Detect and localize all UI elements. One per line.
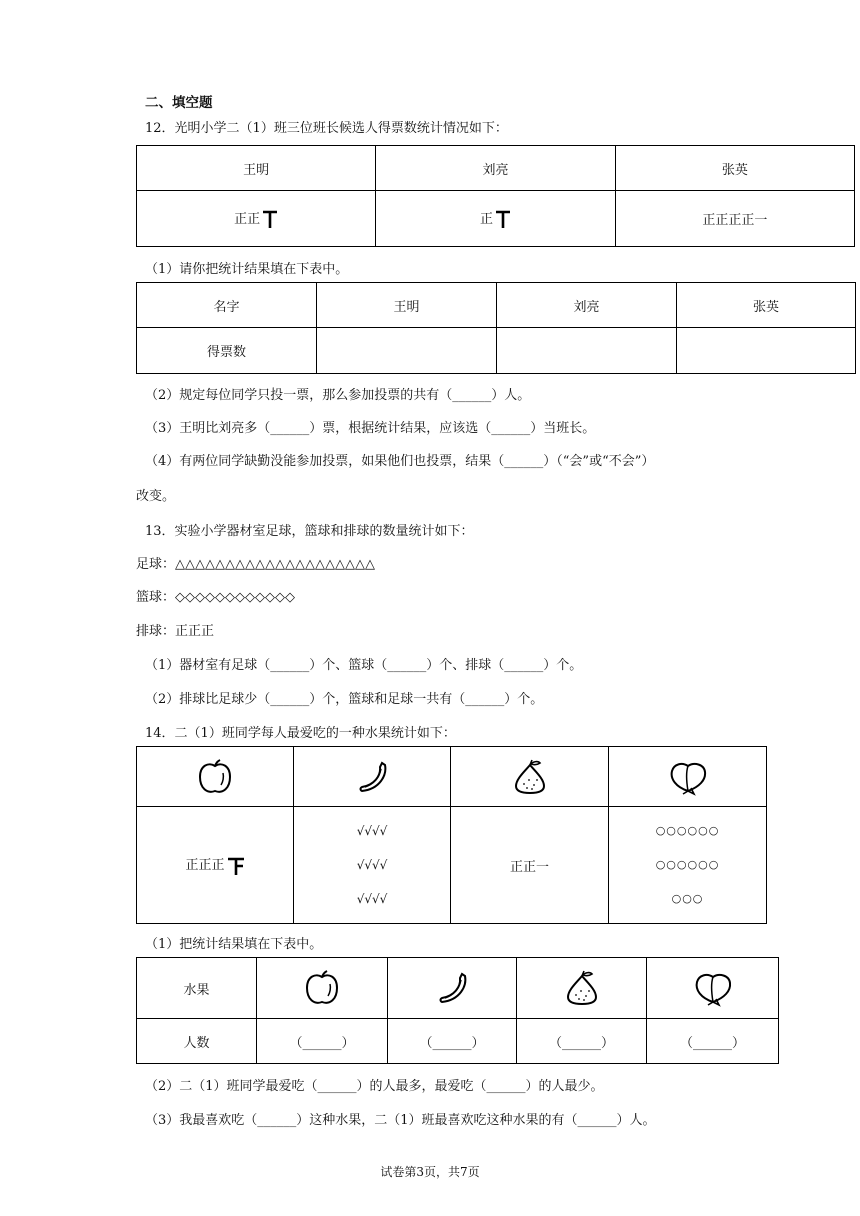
tally-cell [376, 191, 615, 247]
q13-stem: 13．实验小学器材室足球，篮球和排球的数量统计如下： [145, 524, 474, 539]
tally-text: 正 [479, 211, 493, 227]
answer-cell[interactable] [317, 328, 497, 374]
q12-sub2: （2）规定每位同学只投一票，那么参加投票的共有（______）人。 [145, 388, 531, 403]
page-footer: 试卷第3页，共7页 [380, 1165, 480, 1179]
checks-row: √√√√ [356, 892, 388, 906]
tally-cell-apple [137, 807, 294, 924]
answer-blank[interactable]: （______） [517, 1019, 647, 1064]
row-label: 人数 [137, 1019, 257, 1064]
header-cell: 张英 [677, 283, 856, 328]
answer-blank[interactable]: （______） [647, 1019, 779, 1064]
q13-football: 足球：△△△△△△△△△△△△△△△△△△△△ [136, 557, 375, 572]
fruit-cell-banana [294, 747, 451, 807]
q13-sub2: （2）排球比足球少（______）个，篮球和足球一共有（______）个。 [145, 692, 544, 707]
row-label: 水果 [137, 958, 257, 1019]
checks-cell-banana [294, 807, 451, 924]
q12-tally-table [136, 145, 855, 247]
tally-cell-pear: 正正一 [451, 807, 609, 924]
answer-cell[interactable] [497, 328, 677, 374]
tally-partial-icon [495, 209, 511, 229]
answer-blank[interactable]: （______） [257, 1019, 388, 1064]
apple-icon [195, 757, 235, 797]
q13-sub1: （1）器材室有足球（______）个、篮球（______）个、排球（______）个。 [145, 658, 583, 673]
q13-volleyball: 排球：正正正 [136, 624, 215, 639]
apple-icon [302, 968, 342, 1008]
fruit-cell-apple [257, 958, 388, 1019]
q12-stem: 12．光明小学二（1）班三位班长候选人得票数统计情况如下： [145, 121, 508, 136]
fruit-cell-pear [451, 747, 609, 807]
tally-partial-icon [262, 209, 278, 229]
q14-tally-table [136, 746, 767, 924]
fruit-cell-peach [609, 747, 767, 807]
name-cell: 张英 [615, 146, 854, 191]
row-label: 得票数 [137, 328, 317, 374]
checks-row: √√√√ [356, 858, 388, 872]
header-cell: 刘亮 [497, 283, 677, 328]
pear-icon [562, 968, 602, 1008]
q12-result-table [136, 282, 856, 374]
tally-cell: 正正正正一 [615, 191, 854, 247]
q14-sub1: （1）把统计结果填在下表中。 [145, 937, 323, 952]
header-cell: 王明 [317, 283, 497, 328]
circles-cell-peach [609, 807, 767, 924]
section-title: 二、填空题 [145, 95, 213, 111]
checks-row: √√√√ [356, 824, 388, 838]
fruit-cell-peach [647, 958, 779, 1019]
tally-text: 正正 [234, 211, 261, 227]
peach-icon [691, 968, 735, 1008]
circles-row: ○○○○○○ [655, 824, 720, 837]
q12-sub4-line2: 改变。 [136, 489, 176, 504]
q14-sub2: （2）二（1）班同学最爱吃（______）的人最多，最爱吃（______）的人最少。 [145, 1079, 604, 1094]
answer-blank[interactable]: （______） [388, 1019, 517, 1064]
q14-sub3: （3）我最喜欢吃（______）这种水果，二（1）班最喜欢吃这种水果的有（______）人。 [145, 1113, 656, 1128]
tally-text: 正正正 [185, 858, 225, 874]
q13-basketball: 篮球：◇◇◇◇◇◇◇◇◇◇◇◇ [136, 590, 295, 605]
fruit-cell-pear [517, 958, 647, 1019]
circles-row: ○○○ [671, 892, 704, 905]
q12-sub3: （3）王明比刘亮多（______）票，根据统计结果，应该选（______）当班长。 [145, 421, 596, 436]
q12-sub4-line1: （4）有两位同学缺勤没能参加投票，如果他们也投票，结果（______）（“会”或“不会”） [145, 454, 655, 469]
answer-cell[interactable] [677, 328, 856, 374]
tally-cell [137, 191, 376, 247]
fruit-cell-banana [388, 958, 517, 1019]
q12-sub1: （1）请你把统计结果填在下表中。 [145, 262, 349, 277]
name-cell: 王明 [137, 146, 376, 191]
pear-icon [510, 757, 550, 797]
q14-stem: 14．二（1）班同学每人最爱吃的一种水果统计如下： [145, 726, 456, 741]
circles-row: ○○○○○○ [655, 858, 720, 871]
q14-result-table [136, 957, 779, 1064]
tally-partial-icon [227, 856, 245, 876]
header-cell: 名字 [137, 283, 317, 328]
banana-icon [432, 968, 472, 1008]
fruit-cell-apple [137, 747, 294, 807]
peach-icon [666, 757, 710, 797]
name-cell: 刘亮 [376, 146, 615, 191]
banana-icon [352, 757, 392, 797]
